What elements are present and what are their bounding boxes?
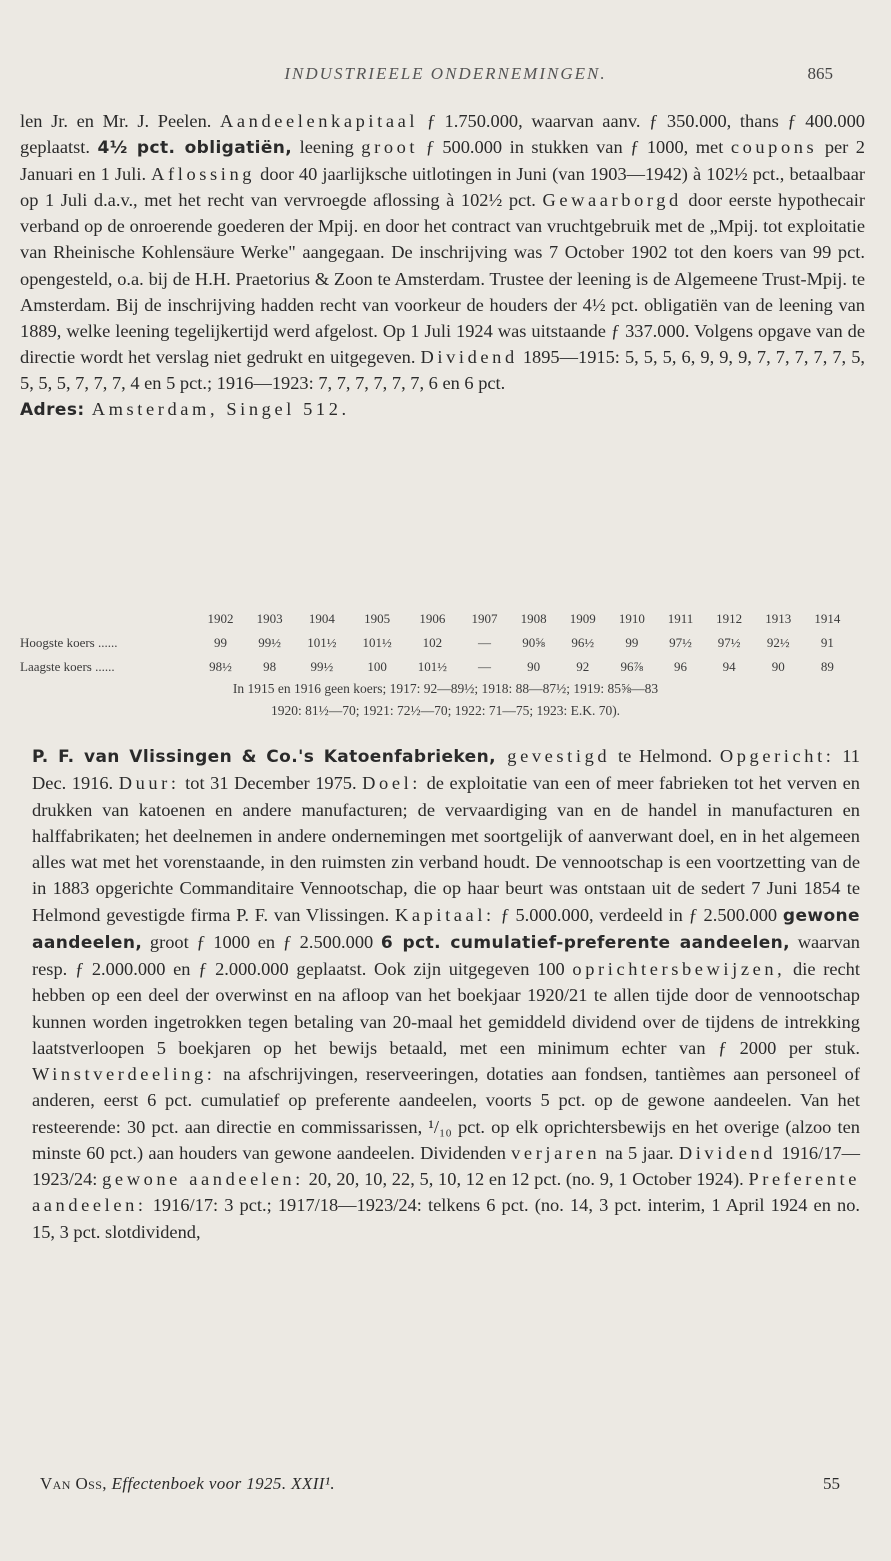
year-header: 1914 — [814, 611, 841, 626]
page-number: 865 — [807, 64, 833, 83]
year-header: 1906 — [419, 611, 446, 626]
company-paragraph — [32, 743, 860, 1245]
table-cell: 101½ — [362, 635, 392, 650]
page-header — [0, 64, 891, 88]
row-label: Laagste koers ...... — [20, 659, 115, 674]
table-corner — [20, 607, 196, 631]
address-line — [20, 396, 865, 423]
spaced-term: Dividend — [420, 346, 518, 367]
text-run: waarvan resp. ƒ 2.000.000 en ƒ 2.000.000 geplaatst. Ook zijn uitgegeven 100 — [32, 931, 860, 979]
text-run: na afschrijvingen, reserveeringen, dotaties aan fondsen, tantièmes aan personeel of anderen, eerst 6 pct. cumulatief op preferente aandeelen, voorts 5 pct. op de gewone aandeelen. Van het resteerende: 30 pct. aan directie en commissarissen, ¹/₁₀ pct. op elk oprichtersbewijs en het overige (alzoo ten minste 60 pct.) aan houders van gewone aandeelen. Dividenden — [32, 1064, 860, 1163]
footer-book: Effectenboek voor 1925. — [111, 1474, 287, 1493]
price-note-1: In 1915 en 1916 geen koers; 1917: 92—89½; 1918: 88—87½; 1919: 85⅝—83 — [232, 681, 659, 696]
year-header: 1903 — [256, 611, 283, 626]
text-run: 20, 20, 10, 22, 5, 10, 12 en 12 pct. (no. 9, 1 October 1924). — [303, 1169, 749, 1189]
text-run: ƒ 5.000.000, verdeeld in ƒ 2.500.000 — [494, 904, 783, 925]
table-cell: 101½ — [307, 635, 337, 650]
table-cell: 92 — [576, 659, 590, 674]
table-cell: 102 — [422, 635, 443, 650]
table-cell: 90 — [527, 659, 541, 674]
table-cell: 99 — [625, 635, 639, 650]
table-cell: 96½ — [571, 635, 595, 650]
company-name: P. F. van Vlissingen & Co.'s Katoenfabrieken, — [32, 747, 496, 767]
table-cell: 98 — [263, 659, 277, 674]
table-cell: 90⅝ — [522, 635, 545, 650]
address-label: Adres: — [20, 400, 85, 421]
table-cell: 97½ — [669, 635, 692, 650]
table-cell: 89 — [820, 659, 834, 674]
footer-part: XXII¹. — [291, 1474, 335, 1493]
text-run: len Jr. en Mr. J. Peelen. — [20, 111, 221, 131]
spaced-term: Aflossing — [151, 164, 256, 185]
bold-term: gewone aandeelen, — [32, 905, 860, 953]
table-cell: 91 — [820, 635, 834, 650]
table-cell: 96⅞ — [620, 659, 644, 674]
table-cell: 97½ — [717, 635, 741, 650]
spaced-term: Preferente aandeelen: — [32, 1169, 860, 1216]
spaced-term: gewone aandeelen: — [102, 1169, 304, 1189]
text-run: door eerste hypothecair verband op de onroerende goederen der Mpij. en door het contract van vruchtgebruik met de „Mpij. tot exploitatie van Rheinische Kohlensäure Werke" aangegaan. De inschrijving was 7 October 1902 tot den koers van 99 pct. opengesteld, o.a. bij de H.H. Praetorius & Zoon te Amsterdam. Trustee der leening is de Algemeene Trust-Mpij. te Amsterdam. Bij de inschrijving hadden recht van voorkeur de houders der 4½ pct. obligatiën van de leening van 1889, welke leening tegelijkertijd werd afgelost. Op 1 Juli 1924 was uitstaande ƒ 337.000. Volgens opgave van de directie wordt het verslag niet gedrukt en uitgegeven. — [20, 190, 865, 367]
footer-citation — [40, 1474, 335, 1494]
table-row — [20, 631, 852, 655]
price-note-2: 1920: 81½—70; 1921: 72½—70; 1922: 71—75; 1923: E.K. 70). — [270, 703, 621, 718]
table-cell: 94 — [722, 659, 736, 674]
spaced-term: groot — [361, 137, 419, 158]
year-header: 1905 — [364, 611, 391, 626]
text-run: per 2 Januari en 1 Juli. — [20, 137, 865, 185]
text-run: 1916/17: 3 pct.; 1917/18—1923/24: telkens 6 pct. (no. 14, 3 pct. interim, 1 April 1924 en no. 15, 3 pct. slotdividend, — [32, 1195, 860, 1242]
text-run: door 40 jaarlijksche uitlotingen in Juni (van 1903—1942) à 102½ pct., betaalbaar op 1 Juli d.a.v., met het recht van vervroegde aflossing à 102½ pct. — [20, 164, 865, 211]
year-header: 1902 — [207, 611, 234, 626]
table-cell: 96 — [674, 659, 688, 674]
year-header: 1909 — [569, 611, 596, 626]
table-cell: 100 — [367, 659, 387, 674]
spaced-term: Kapitaal: — [394, 904, 495, 925]
spaced-term: Gewaarborgd — [542, 190, 682, 211]
text-run: de exploitatie van een of meer fabrieken tot het verven en drukken van katoenen en andere manufacturen; de vervaardiging van en de handel in manufacturen en halffabrikaten; het deelnemen in andere ondernemingen met soortgelijk of aanverwant doel, en in het algemeen alles wat met het vorenstaande, in den ruimsten zin verband houdt. De vennootschap is een voortzetting van de in 1883 opgerichte Commanditaire Vennootschap, die op haar beurt was ontstaan uit de sedert 7 Juni 1854 te Helmond gevestigde firma P. F. van Vlissingen. — [32, 773, 860, 925]
table-cell: 99 — [214, 635, 228, 650]
bold-term: 6 pct. cumulatief-preferente aandeelen, — [380, 932, 791, 953]
text-run: na 5 jaar. — [600, 1142, 679, 1163]
table-cell: 99½ — [258, 635, 282, 650]
spaced-term: Dividend — [678, 1142, 777, 1163]
text-run: die recht hebben op een deel der overwinst en na afloop van het boekjaar 1920/21 te allen tijde door de vennootschap kunnen worden ingetrokken tegen betaling van 20-maal het gemiddeld dividend over de tijdens de intrekking laatstverloopen 5 boekjaren op het bewijs betaald, met een minimum echter van ƒ 2000 per stuk. — [32, 959, 860, 1058]
running-title: INDUSTRIEELE ONDERNEMINGEN. — [284, 64, 607, 83]
table-cell: 99½ — [310, 659, 334, 674]
section-previous-company — [20, 108, 865, 423]
footer-author: Van Oss, — [40, 1474, 107, 1493]
price-table — [20, 607, 852, 679]
table-cell: 101½ — [417, 659, 447, 674]
text-run: 11 Dec. 1916. — [32, 746, 860, 794]
spaced-term: verjaren — [511, 1142, 601, 1163]
text-run: te Helmond. — [610, 746, 720, 766]
spaced-term: Aandeelenkapitaal — [220, 111, 419, 131]
table-header-row — [20, 607, 852, 631]
paragraph-leening — [20, 108, 865, 396]
year-header: 1910 — [618, 611, 645, 626]
spaced-term: coupons — [730, 137, 818, 158]
text-run: leening — [292, 137, 362, 158]
footer-signature-number: 55 — [823, 1474, 840, 1493]
page-footer — [40, 1474, 840, 1500]
table-cell: — — [478, 635, 492, 650]
year-header: 1912 — [716, 611, 743, 626]
text-run: groot ƒ 1000 en ƒ 2.500.000 — [142, 931, 381, 952]
spaced-term: gevestigd — [495, 746, 611, 766]
year-header: 1907 — [471, 611, 498, 626]
year-header: 1904 — [308, 611, 335, 626]
table-row — [20, 655, 852, 679]
text-run: ƒ 500.000 in stukken van ƒ 1000, met — [418, 137, 731, 158]
text-run: ƒ 1.750.000, waarvan aanv. ƒ 350.000, thans ƒ 400.000 geplaatst. — [20, 111, 865, 158]
spaced-term: Doel: — [362, 773, 422, 794]
year-header: 1908 — [520, 611, 547, 626]
spaced-term: Duur: — [118, 773, 180, 794]
year-header: 1911 — [667, 611, 694, 626]
row-label: Hoogste koers ...... — [20, 635, 118, 650]
address-value: Amsterdam, Singel 512. — [84, 399, 350, 420]
spaced-term: oprichtersbewijzen, — [572, 959, 786, 979]
text-run: 1916/17—1923/24: — [32, 1142, 860, 1189]
spaced-term: Winstverdeeling: — [32, 1064, 216, 1084]
table-cell: 98½ — [209, 659, 232, 674]
year-header: 1913 — [765, 611, 792, 626]
section-company-vlissingen — [32, 743, 860, 1245]
table-cell: 92½ — [766, 635, 790, 650]
table-cell: — — [478, 659, 492, 674]
text-run: 1895—1915: 5, 5, 5, 6, 9, 9, 9, 7, 7, 7, 7, 7, 5, 5, 5, 5, 7, 7, 7, 4 en 5 pct.; 1916—1923: 7, 7, 7, 7, 7, 7, 6 en 6 pct. — [20, 346, 865, 393]
spaced-term: Opgericht: — [719, 746, 835, 766]
bold-term: 4½ pct. obligatiën, — [97, 138, 293, 159]
table-cell: 90 — [771, 659, 785, 674]
text-run: tot 31 December 1975. — [179, 773, 363, 794]
